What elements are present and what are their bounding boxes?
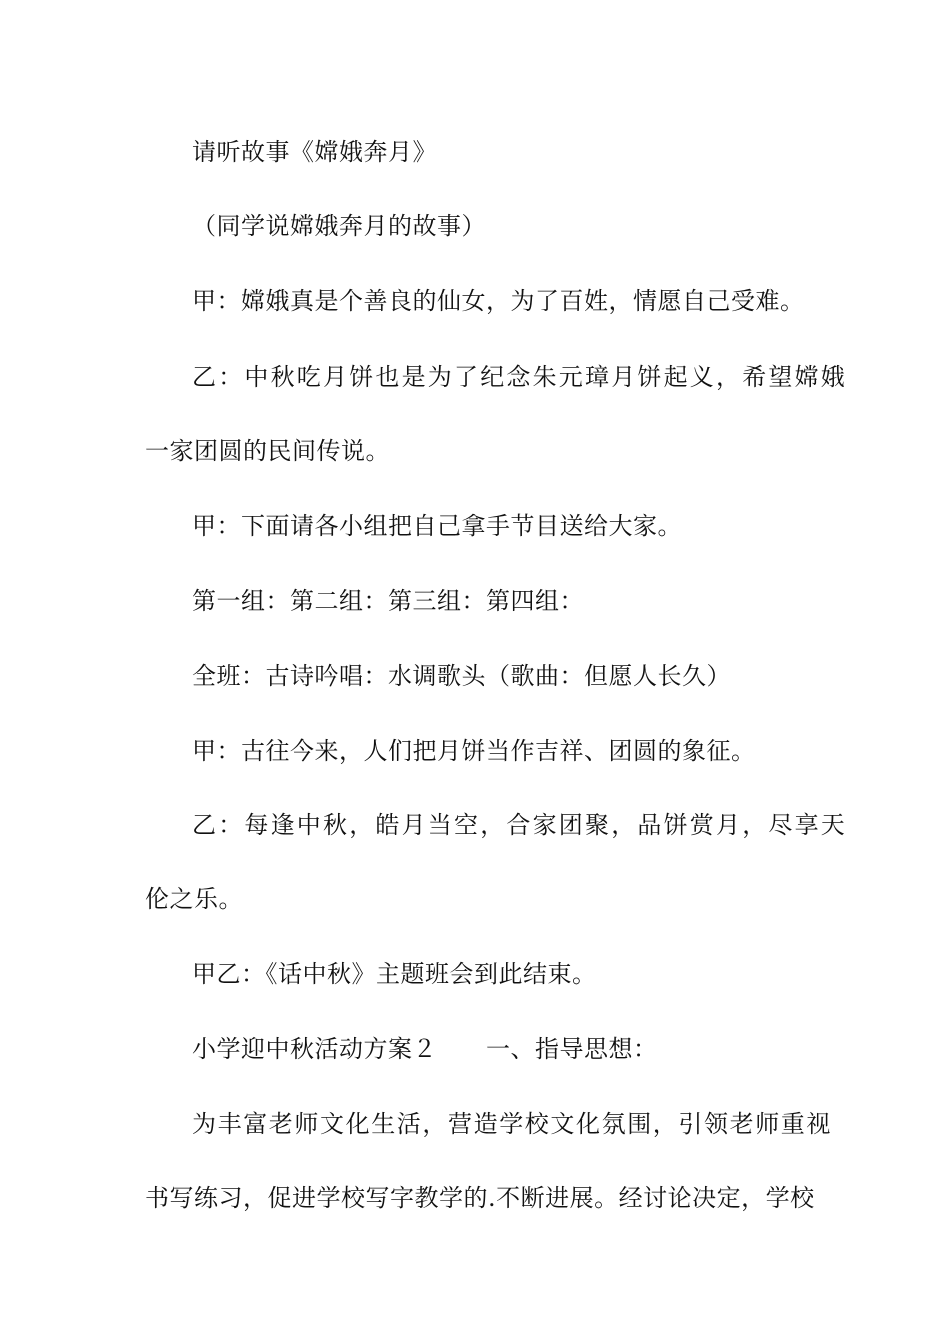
paragraph-line: 甲乙：《话中秋》主题班会到此结束。 [192,960,597,988]
paragraph-line: 全班：古诗吟唱：水调歌头（歌曲：但愿人长久） [192,662,731,690]
paragraph-line: 请听故事《嫦娥奔月》 [192,138,437,166]
paragraph-line: 甲：古往今来，人们把月饼当作吉祥、团圆的象征。 [192,737,756,765]
paragraph-line: 为丰富老师文化生活，营造学校文化氛围，引领老师重视 [192,1110,832,1138]
paragraph-line: 乙：每逢中秋，皓月当空，合家团聚，品饼赏月，尽享天 [192,811,847,839]
paragraph-line: （同学说嫦娥奔月的故事） [192,212,486,240]
paragraph-line: 小学迎中秋活动方案２ 一、指导思想： [192,1035,658,1063]
paragraph-line: 一家团圆的民间传说。 [145,437,390,465]
paragraph-line: 乙：中秋吃月饼也是为了纪念朱元璋月饼起义，希望嫦娥 [192,363,847,391]
paragraph-line: 甲：嫦娥真是个善良的仙女，为了百姓，情愿自己受难。 [192,287,805,315]
paragraph-line: 第一组：第二组：第三组：第四组： [192,587,584,615]
paragraph-line: 书写练习，促进学校写字教学的.不断进展。经讨论决定，学校 [145,1184,815,1212]
paragraph-line: 伦之乐。 [145,885,243,913]
paragraph-line: 甲：下面请各小组把自己拿手节目送给大家。 [192,512,682,540]
